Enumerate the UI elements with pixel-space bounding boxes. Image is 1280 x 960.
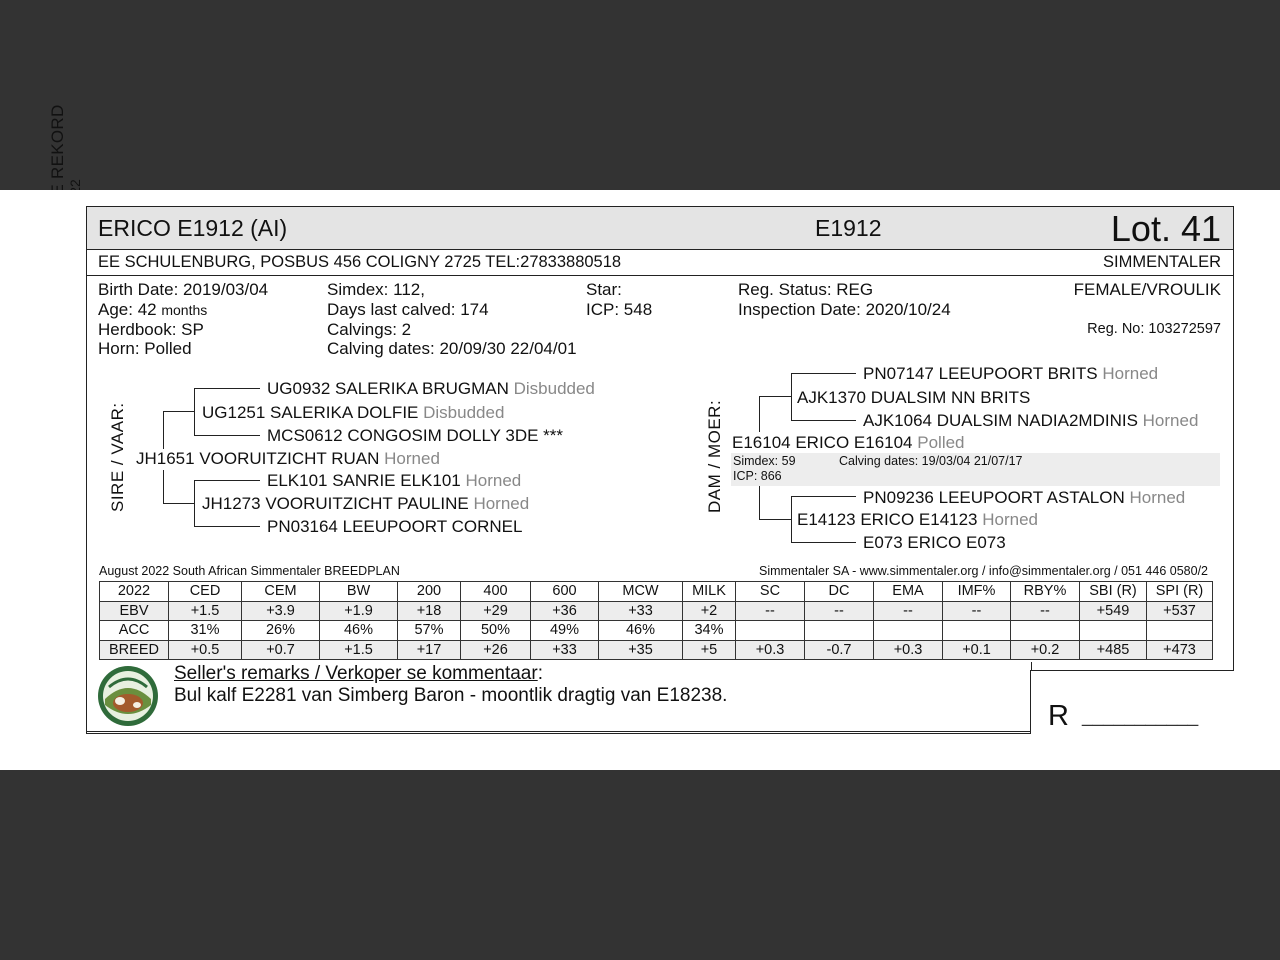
connector [194, 480, 260, 481]
table-header-cell: MCW [599, 582, 683, 602]
simdex: Simdex: 112, [327, 280, 425, 299]
table-cell: +33 [599, 601, 683, 621]
pedigree-name: MCS0612 CONGOSIM DOLLY 3DE *** [267, 426, 564, 445]
dam-sire-dam [863, 411, 1198, 431]
table-cell: 49% [531, 621, 599, 641]
table-header-cell: BW [320, 582, 398, 602]
connector [759, 519, 791, 520]
connector [194, 388, 260, 389]
pedigree-name: AJK1064 DUALSIM NADIA2MDINIS [863, 411, 1138, 430]
sire-sire-sire [267, 379, 595, 399]
table-cell [1011, 621, 1080, 641]
table-row-acc [100, 621, 1213, 641]
dam-label: DAM / MOER: [705, 399, 724, 513]
table-header-cell: 2022 [100, 582, 169, 602]
table-cell: +33 [531, 640, 599, 660]
owner-row [86, 249, 1234, 276]
connector [759, 396, 760, 432]
sire-label: SIRE / VAAR: [108, 402, 127, 512]
reg-number: Reg. No: 103272597 [1087, 321, 1221, 337]
table-cell: +36 [531, 601, 599, 621]
reg-status: Reg. Status: REG [738, 280, 874, 299]
table-cell: 46% [320, 621, 398, 641]
breedplan-caption: August 2022 South African Simmentaler BREEDPLAN [99, 564, 400, 578]
table-cell: -- [736, 601, 805, 621]
table-header-cell: SBI (R) [1080, 582, 1147, 602]
connector [194, 480, 195, 503]
owner-address: EE SCHULENBURG, POSBUS 456 COLIGNY 2725 TEL:27833880518 [98, 253, 622, 271]
table-cell [1147, 621, 1213, 641]
table-cell [736, 621, 805, 641]
connector [759, 486, 760, 519]
connector [791, 496, 856, 497]
table-header-cell: EMA [874, 582, 943, 602]
pedigree-name: E14123 ERICO E14123 [797, 510, 978, 529]
ebv-table [99, 581, 1213, 660]
table-header-cell: DC [805, 582, 874, 602]
r-label: R [1048, 700, 1069, 732]
sire-dam [202, 494, 529, 514]
table-cell: +1.5 [320, 640, 398, 660]
age-value: Age: 42 [98, 300, 157, 319]
pedigree-name: PN03164 LEEUPOORT CORNEL [267, 517, 523, 536]
table-header-cell: 400 [461, 582, 531, 602]
table-cell: 31% [169, 621, 242, 641]
sire-sire [202, 403, 504, 423]
table-row-breed [100, 640, 1213, 660]
connector [194, 503, 195, 526]
connector [759, 396, 791, 397]
table-cell: +549 [1080, 601, 1147, 621]
horn-status: Horned [1102, 364, 1159, 383]
sex: FEMALE/VROULIK [1073, 280, 1221, 299]
connector [194, 411, 195, 435]
pedigree-name: E073 ERICO E073 [863, 533, 1006, 552]
connector [163, 503, 194, 504]
remarks-colon: : [537, 663, 543, 684]
table-cell: +1.5 [169, 601, 242, 621]
sire [136, 449, 440, 469]
connector [163, 470, 164, 504]
horn-status: Horned [982, 510, 1039, 529]
table-header-cell: CED [169, 582, 242, 602]
table-header-cell: SPI (R) [1147, 582, 1213, 602]
days-last-calved: Days last calved: 174 [327, 300, 489, 319]
pedigree-name: UG1251 SALERIKA DOLFIE [202, 403, 419, 422]
table-cell: +1.9 [320, 601, 398, 621]
dam-sire [797, 388, 1030, 408]
table-cell: +473 [1147, 640, 1213, 660]
table-header-cell: SC [736, 582, 805, 602]
table-cell [943, 621, 1011, 641]
remarks-text: Bul kalf E2281 van Simberg Baron - moontlik dragtig van E18238. [174, 685, 728, 706]
table-header-row [100, 582, 1213, 602]
table-cell: +26 [461, 640, 531, 660]
society-logo-icon [97, 665, 159, 732]
table-cell: +0.7 [242, 640, 320, 660]
pedigree-name: JH1651 VOORUITZICHT RUAN [136, 449, 380, 468]
connector [791, 496, 792, 519]
table-cell: +485 [1080, 640, 1147, 660]
dam-calving-dates: Calving dates: 19/03/04 21/07/17 [839, 454, 1023, 468]
table-cell: 57% [398, 621, 461, 641]
horn-status: Disbudded [423, 403, 505, 422]
calving-dates: Calving dates: 20/09/30 22/04/01 [327, 339, 577, 358]
animal-name: ERICO E1912 (AI) [98, 215, 288, 241]
table-cell: +5 [683, 640, 736, 660]
table-cell: 34% [683, 621, 736, 641]
dam-dam-sire [863, 488, 1185, 508]
connector [194, 526, 260, 527]
herdbook: Herdbook: SP [98, 320, 204, 339]
table-cell [874, 621, 943, 641]
sire-dam-sire [267, 471, 521, 491]
horn-status: Polled [917, 433, 965, 452]
table-header-cell: IMF% [943, 582, 1011, 602]
table-header-cell: CEM [242, 582, 320, 602]
table-cell: +35 [599, 640, 683, 660]
dam-dam [797, 510, 1038, 530]
animal-code: E1912 [815, 215, 882, 241]
table-cell: +17 [398, 640, 461, 660]
connector [163, 411, 194, 412]
table-cell: -- [1011, 601, 1080, 621]
breed-name: SIMMENTALER [1103, 253, 1221, 271]
society-contact: Simmentaler SA - www.simmentaler.org / info@simmentaler.org / 051 446 0580/2 [758, 564, 1208, 578]
r-box [1030, 670, 1234, 734]
table-row-ebv [100, 601, 1213, 621]
pedigree-name: ELK101 SANRIE ELK101 [267, 471, 461, 490]
table-cell: -- [943, 601, 1011, 621]
dam-simdex: Simdex: 59 [733, 454, 796, 468]
table-header-cell: MILK [683, 582, 736, 602]
table-cell: +2 [683, 601, 736, 621]
connector [791, 420, 856, 421]
table-header-cell: 600 [531, 582, 599, 602]
table-cell: +0.3 [736, 640, 805, 660]
table-cell: -- [874, 601, 943, 621]
dam [732, 433, 965, 453]
table-cell [805, 621, 874, 641]
connector [163, 411, 164, 449]
table-cell: +29 [461, 601, 531, 621]
table-cell: +0.1 [943, 640, 1011, 660]
horn-status: Horned [1142, 411, 1199, 430]
pedigree-name: E16104 ERICO E16104 [732, 433, 913, 452]
sire-dam-dam [267, 517, 522, 537]
pedigree-name: PN09236 LEEUPOORT ASTALON [863, 488, 1125, 507]
pedigree-name: UG0932 SALERIKA BRUGMAN [267, 379, 509, 398]
pedigree-name: JH1273 VOORUITZICHT PAULINE [202, 494, 469, 513]
horn-status: Horned [1129, 488, 1186, 507]
connector [791, 373, 792, 396]
pedigree-name: AJK1370 DUALSIM NN BRITS [797, 388, 1031, 407]
star: Star: [586, 280, 622, 299]
connector [194, 388, 195, 411]
table-cell: +3.9 [242, 601, 320, 621]
age [98, 300, 207, 320]
pedigree-name: PN07147 LEEUPOORT BRITS [863, 364, 1098, 383]
connector [791, 396, 792, 420]
connector [791, 519, 792, 542]
table-cell: ACC [100, 621, 169, 641]
table-cell: 46% [599, 621, 683, 641]
table-cell: -- [805, 601, 874, 621]
table-cell: +18 [398, 601, 461, 621]
remarks-heading [174, 663, 543, 685]
table-cell: +0.5 [169, 640, 242, 660]
horn-status: Horned [473, 494, 530, 513]
lot-number: Lot. 41 [1110, 208, 1221, 249]
horn-status: Disbudded [513, 379, 595, 398]
horn-status: Horn: Polled [98, 339, 192, 358]
horn-status: Horned [384, 449, 440, 468]
table-cell: EBV [100, 601, 169, 621]
remarks-title: Seller's remarks / Verkoper se kommentaar [174, 663, 538, 684]
table-header-cell: 200 [398, 582, 461, 602]
calvings: Calvings: 2 [327, 320, 412, 339]
card-header [86, 206, 1234, 250]
table-cell [1080, 621, 1147, 641]
table-cell: 26% [242, 621, 320, 641]
table-cell: +0.2 [1011, 640, 1080, 660]
r-blank-line: ___________ [1082, 706, 1199, 727]
table-cell: BREED [100, 640, 169, 660]
table-cell: -0.7 [805, 640, 874, 660]
icp: ICP: 548 [586, 300, 653, 319]
table-cell: 50% [461, 621, 531, 641]
age-unit: months [161, 302, 208, 318]
animal-record-card [0, 190, 1280, 770]
inspection-date: Inspection Date: 2020/10/24 [738, 300, 951, 319]
dam-icp: ICP: 866 [733, 469, 782, 483]
table-cell: +0.3 [874, 640, 943, 660]
dam-sire-sire [863, 364, 1158, 384]
connector [791, 542, 856, 543]
connector [791, 373, 856, 374]
birth-date: Birth Date: 2019/03/04 [98, 280, 269, 299]
dam-dam-dam [863, 533, 1006, 553]
connector [194, 435, 260, 436]
horn-status: Horned [465, 471, 522, 490]
table-header-cell: RBY% [1011, 582, 1080, 602]
sire-sire-dam [267, 426, 563, 446]
table-cell: +537 [1147, 601, 1213, 621]
